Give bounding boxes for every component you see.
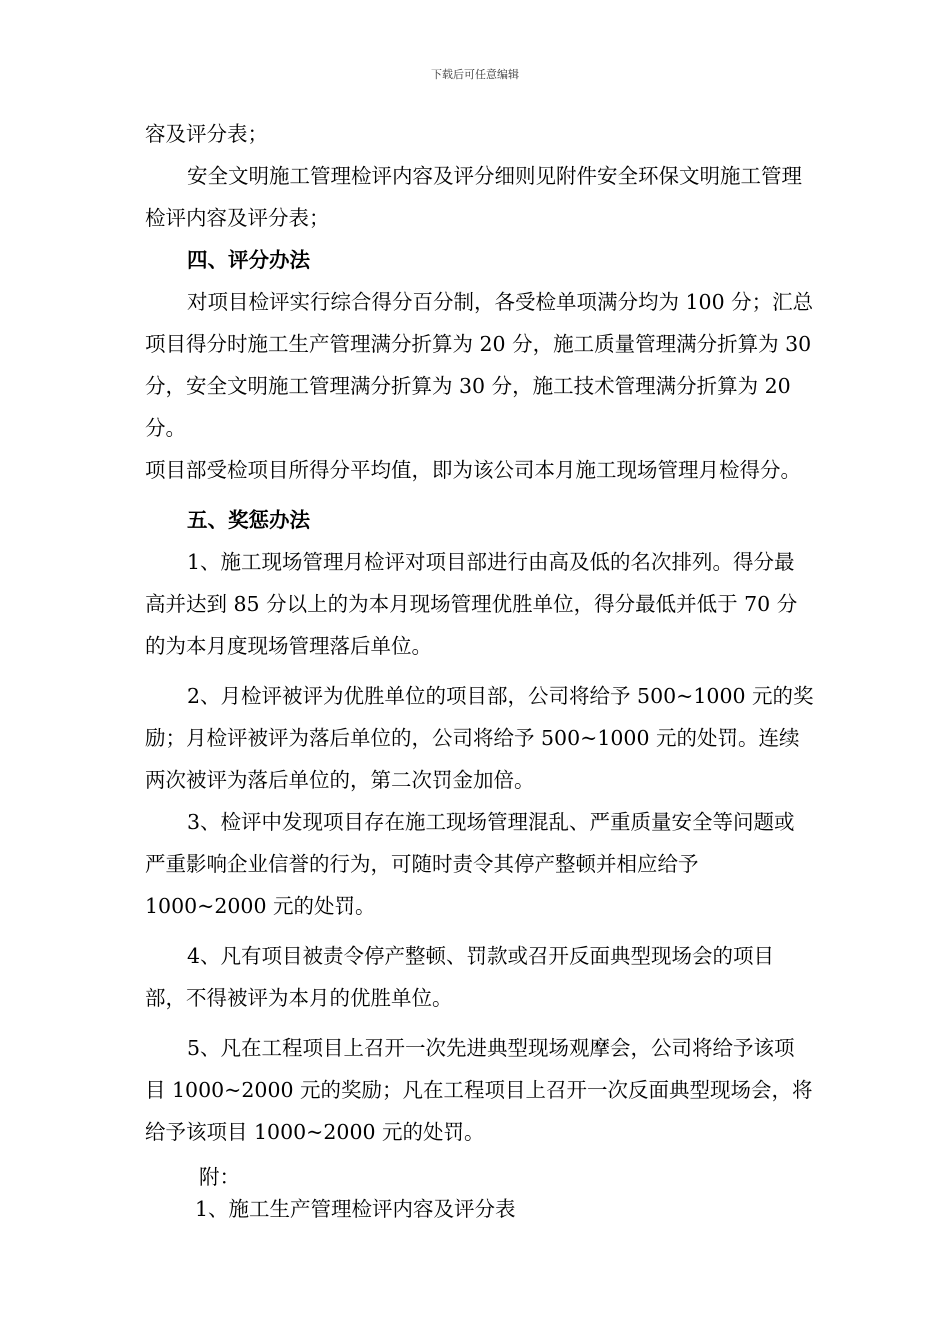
paragraph-rule-1: 1、施工现场管理月检评对项目部进行由高及低的名次排列。得分最高并达到 85 分以上的为本月现场管理优胜单位，得分最低并低于 70 分的为本月度现场管理落后单位。 — [145, 550, 798, 658]
paragraph-average-score: 项目部受检项目所得分平均值，即为该公司本月施工现场管理月检得分。 — [145, 458, 801, 482]
paragraph-rule-4: 4、凡有项目被责令停产整顿、罚款或召开反面典型现场会的项目部，不得被评为本月的优胜单位。 — [145, 944, 775, 1010]
attachments-label: 附： — [199, 1165, 240, 1189]
paragraph-rule-2: 2、月检评被评为优胜单位的项目部，公司将给予 500~1000 元的奖励；月检评被评为落后单位的，公司将给予 500~1000 元的处罚。连续两次被评为落后单位的，第二次罚金加倍。 — [145, 684, 814, 792]
header-watermark: 下载后可任意编辑 — [431, 68, 519, 81]
paragraph-rule-3: 3、检评中发现项目存在施工现场管理混乱、严重质量安全等问题或严重影响企业信誉的行为，可随时责令其停产整顿并相应给予 1000~2000 元的处罚。 — [145, 810, 795, 918]
paragraph-scoring-method: 对项目检评实行综合得分百分制，各受检单项满分均为 100 分；汇总项目得分时施工生产管理满分折算为 20 分，施工质量管理满分折算为 30 分，安全文明施工管理满分折算为 30 分，施工技术管理满分折算为 20 分。 — [145, 290, 814, 440]
paragraph-rule-5: 5、凡在工程项目上召开一次先进典型现场观摩会，公司将给予该项目 1000~2000 元的奖励；凡在工程项目上召开一次反面典型现场会，将给予该项目 1000~2000 元的处罚。 — [145, 1036, 813, 1144]
document-body — [145, 113, 815, 1225]
attachment-item: 1、施工生产管理检评内容及评分表 — [195, 1197, 516, 1221]
paragraph-continuation: 容及评分表； — [145, 122, 268, 146]
paragraph-safety-civilized: 安全文明施工管理检评内容及评分细则见附件安全环保文明施工管理检评内容及评分表； — [145, 164, 802, 230]
section-heading-scoring: 四、评分办法 — [187, 248, 310, 272]
section-heading-rewards: 五、奖惩办法 — [187, 508, 310, 532]
